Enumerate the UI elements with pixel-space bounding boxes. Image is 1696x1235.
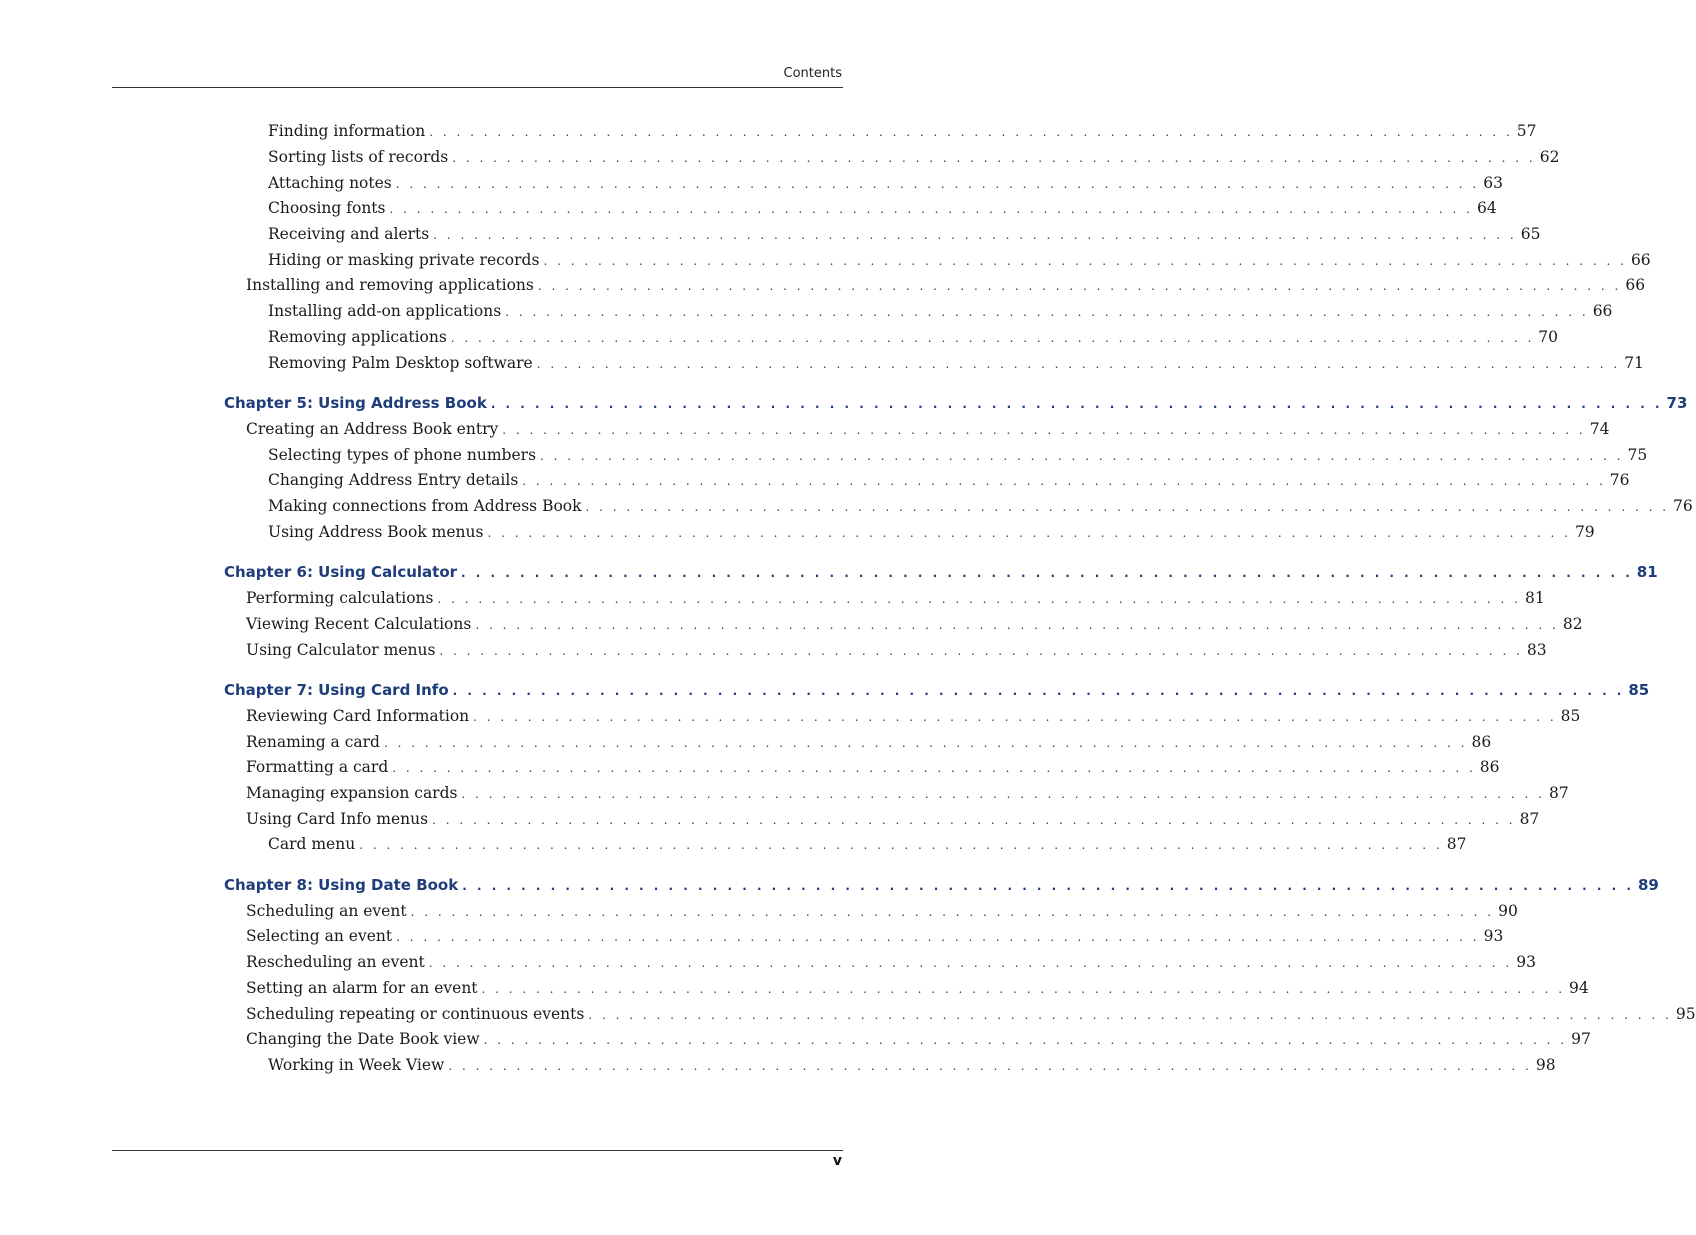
running-header: Contents xyxy=(783,66,842,81)
toc-entry-title: Using Calculator menus xyxy=(246,641,436,659)
dot-leader: . . . . . . . . . . . . . . . . . . . . . . . . . . . . . . . . . . . . . . . . . . . . . . . . . . . . . . . . . . . . . . . . . . . . . . . . . . . . . . . . xyxy=(392,761,1476,775)
toc-entry-page: 79 xyxy=(1574,523,1595,541)
toc-entry-page: 65 xyxy=(1520,225,1541,243)
toc-entry-title: Changing Address Entry details xyxy=(268,471,519,489)
toc-entry-title: Using Address Book menus xyxy=(268,523,484,541)
toc-entry[interactable] xyxy=(246,900,1518,922)
toc-entry[interactable] xyxy=(268,469,1630,491)
toc-entry-page: 85 xyxy=(1628,681,1650,699)
toc-entry-title: Finding information xyxy=(268,122,426,140)
toc-entry-page: 98 xyxy=(1535,1056,1556,1074)
dot-leader: . . . . . . . . . . . . . . . . . . . . . . . . . . . . . . . . . . . . . . . . . . . . . . . . . . . . . . . . . . . . . . . . . . . . . . . . . . . . . . . . xyxy=(432,813,1516,827)
toc-entry-page: 71 xyxy=(1624,354,1644,372)
toc-entry-page: 89 xyxy=(1637,876,1659,894)
toc-entry-title: Managing expansion cards xyxy=(246,784,458,802)
toc-entry-page: 93 xyxy=(1483,927,1504,945)
toc-entry-title: Attaching notes xyxy=(268,174,392,192)
dot-leader: . . . . . . . . . . . . . . . . . . . . . . . . . . . . . . . . . . . . . . . . . . . . . . . . . . . . . . . . . . . . . . . . . . . . . . . . . . . . . . . . xyxy=(452,684,1625,698)
dot-leader: . . . . . . . . . . . . . . . . . . . . . . . . . . . . . . . . . . . . . . . . . . . . . . . . . . . . . . . . . . . . . . . . . . . . . . . . . . . . . . . . xyxy=(502,423,1586,437)
dot-leader: . . . . . . . . . . . . . . . . . . . . . . . . . . . . . . . . . . . . . . . . . . . . . . . . . . . . . . . . . . . . . . . . . . . . . . . . . . . . . . . . xyxy=(448,1059,1532,1073)
toc-entry-page: 66 xyxy=(1592,302,1613,320)
dot-leader: . . . . . . . . . . . . . . . . . . . . . . . . . . . . . . . . . . . . . . . . . . . . . . . . . . . . . . . . . . . . . . . . . . . . . . . . . . . . . . . . xyxy=(522,474,1606,488)
toc-entry[interactable] xyxy=(268,223,1541,245)
toc-entry-title: Performing calculations xyxy=(246,589,434,607)
toc-entry-page: 86 xyxy=(1479,758,1500,776)
toc-entry[interactable] xyxy=(246,951,1536,973)
dot-leader: . . . . . . . . . . . . . . . . . . . . . . . . . . . . . . . . . . . . . . . . . . . . . . . . . . . . . . . . . . . . . . . . . . . . . . . . . . . . . . . . xyxy=(585,500,1670,514)
toc-entry-title: Making connections from Address Book xyxy=(268,497,582,515)
toc-entry[interactable] xyxy=(246,418,1610,440)
toc-entry[interactable] xyxy=(246,705,1581,727)
toc-entry[interactable] xyxy=(268,326,1559,348)
toc-entry-title: Working in Week View xyxy=(268,1056,445,1074)
toc-entry[interactable] xyxy=(268,833,1467,855)
toc-entry-page: 87 xyxy=(1519,810,1540,828)
dot-leader: . . . . . . . . . . . . . . . . . . . . . . . . . . . . . . . . . . . . . . . . . . . . . . . . . . . . . . . . . . . . . . . . . . . . . . . . . . . . . . . . xyxy=(359,838,1443,852)
toc-entry[interactable] xyxy=(246,587,1545,609)
dot-leader: . . . . . . . . . . . . . . . . . . . . . . . . . . . . . . . . . . . . . . . . . . . . . . . . . . . . . . . . . . . . . . . . . . . . . . . . . . . . . . . . xyxy=(429,125,1513,139)
dot-leader: . . . . . . . . . . . . . . . . . . . . . . . . . . . . . . . . . . . . . . . . . . . . . . . . . . . . . . . . . . . . . . . . . . . . . . . . . . . . . . . . xyxy=(461,787,1545,801)
toc-entry-title: Renaming a card xyxy=(246,733,380,751)
dot-leader: . . . . . . . . . . . . . . . . . . . . . . . . . . . . . . . . . . . . . . . . . . . . . . . . . . . . . . . . . . . . . . . . . . . . . . . . . . . . . . . . xyxy=(481,982,1566,996)
dot-leader: . . . . . . . . . . . . . . . . . . . . . . . . . . . . . . . . . . . . . . . . . . . . . . . . . . . . . . . . . . . . . . . . . . . . . . . . . . . . . . . . xyxy=(433,228,1517,242)
toc-entry-title: Viewing Recent Calculations xyxy=(246,615,472,633)
header-rule xyxy=(112,87,843,88)
toc-entry-title: Sorting lists of records xyxy=(268,148,449,166)
dot-leader: . . . . . . . . . . . . . . . . . . . . . . . . . . . . . . . . . . . . . . . . . . . . . . . . . . . . . . . . . . . . . . . . . . . . . . . . . . . . . . . . xyxy=(396,930,1480,944)
dot-leader: . . . . . . . . . . . . . . . . . . . . . . . . . . . . . . . . . . . . . . . . . . . . . . . . . . . . . . . . . . . . . . . . . . . . . . . . . . . . . . . . xyxy=(536,357,1621,371)
toc-entry-page: 81 xyxy=(1636,563,1658,581)
toc-entry[interactable] xyxy=(246,731,1492,753)
toc-entry-title: Hiding or masking private records xyxy=(268,251,540,269)
toc-entry[interactable] xyxy=(246,639,1547,661)
toc-entry-page: 81 xyxy=(1524,589,1545,607)
toc-entry-page: 75 xyxy=(1627,446,1648,464)
toc-entry-page: 90 xyxy=(1498,902,1518,920)
dot-leader: . . . . . . . . . . . . . . . . . . . . . . . . . . . . . . . . . . . . . . . . . . . . . . . . . . . . . . . . . . . . . . . . . . . . . . . . . . . . . . . . xyxy=(410,905,1495,919)
toc-entry-title: Receiving and alerts xyxy=(268,225,430,243)
dot-leader: . . . . . . . . . . . . . . . . . . . . . . . . . . . . . . . . . . . . . . . . . . . . . . . . . . . . . . . . . . . . . . . . . . . . . . . . . . . . . . . . xyxy=(537,279,1622,293)
dot-leader: . . . . . . . . . . . . . . . . . . . . . . . . . . . . . . . . . . . . . . . . . . . . . . . . . . . . . . . . . . . . . . . . . . . . . . . . . . . . . . . . xyxy=(389,202,1473,216)
toc-entry-page: 63 xyxy=(1483,174,1503,192)
toc-entry[interactable] xyxy=(268,352,1644,374)
toc-entry-page: 87 xyxy=(1548,784,1569,802)
footer-rule xyxy=(112,1150,843,1151)
dot-leader: . . . . . . . . . . . . . . . . . . . . . . . . . . . . . . . . . . . . . . . . . . . . . . . . . . . . . . . . . . . . . . . . . . . . . . . . . . . . . . . . xyxy=(462,879,1634,893)
toc-entry-title: Removing applications xyxy=(268,328,447,346)
dot-leader: . . . . . . . . . . . . . . . . . . . . . . . . . . . . . . . . . . . . . . . . . . . . . . . . . . . . . . . . . . . . . . . . . . . . . . . . . . . . . . . . xyxy=(483,1033,1568,1047)
dot-leader: . . . . . . . . . . . . . . . . . . . . . . . . . . . . . . . . . . . . . . . . . . . . . . . . . . . . . . . . . . . . . . . . . . . . . . . . . . . . . . . . xyxy=(505,305,1589,319)
toc-entry-page: 85 xyxy=(1560,707,1581,725)
toc-entry-page: 57 xyxy=(1516,122,1537,140)
toc-entry-page: 95 xyxy=(1675,1005,1696,1023)
toc-entry-title: Scheduling an event xyxy=(246,902,407,920)
dot-leader: . . . . . . . . . . . . . . . . . . . . . . . . . . . . . . . . . . . . . . . . . . . . . . . . . . . . . . . . . . . . . . . . . . . . . . . . . . . . . . . . xyxy=(452,151,1536,165)
toc-entry-title: Installing and removing applications xyxy=(246,276,534,294)
toc-entry-page: 82 xyxy=(1562,615,1583,633)
toc-entry[interactable] xyxy=(268,120,1537,142)
toc-entry-title: Chapter 6: Using Calculator xyxy=(224,563,458,581)
toc-chapter-entry[interactable] xyxy=(224,679,1650,701)
toc-entry-title: Choosing fonts xyxy=(268,199,386,217)
toc-entry-title: Chapter 7: Using Card Info xyxy=(224,681,449,699)
toc-entry-title: Formatting a card xyxy=(246,758,389,776)
dot-leader: . . . . . . . . . . . . . . . . . . . . . . . . . . . . . . . . . . . . . . . . . . . . . . . . . . . . . . . . . . . . . . . . . . . . . . . . . . . . . . . . xyxy=(450,331,1535,345)
toc-chapter-entry[interactable] xyxy=(224,874,1659,896)
toc-entry-title: Chapter 5: Using Address Book xyxy=(224,394,487,412)
toc-entry-title: Chapter 8: Using Date Book xyxy=(224,876,459,894)
dot-leader: . . . . . . . . . . . . . . . . . . . . . . . . . . . . . . . . . . . . . . . . . . . . . . . . . . . . . . . . . . . . . . . . . . . . . . . . . . . . . . . . xyxy=(473,710,1557,724)
toc-entry-title: Removing Palm Desktop software xyxy=(268,354,533,372)
toc-entry[interactable] xyxy=(268,172,1503,194)
toc-entry[interactable] xyxy=(246,613,1583,635)
toc-entry-page: 97 xyxy=(1571,1030,1591,1048)
toc-entry-page: 76 xyxy=(1609,471,1630,489)
toc-entry-page: 73 xyxy=(1666,394,1688,412)
toc-entry[interactable] xyxy=(246,1028,1591,1050)
dot-leader: . . . . . . . . . . . . . . . . . . . . . . . . . . . . . . . . . . . . . . . . . . . . . . . . . . . . . . . . . . . . . . . . . . . . . . . . . . . . . . . . xyxy=(461,566,1633,580)
toc-chapter-entry[interactable] xyxy=(224,561,1658,583)
toc-entry-title: Selecting types of phone numbers xyxy=(268,446,537,464)
toc-entry-page: 66 xyxy=(1630,251,1651,269)
toc-entry-title: Setting an alarm for an event xyxy=(246,979,478,997)
dot-leader: . . . . . . . . . . . . . . . . . . . . . . . . . . . . . . . . . . . . . . . . . . . . . . . . . . . . . . . . . . . . . . . . . . . . . . . . . . . . . . . . xyxy=(588,1008,1672,1022)
dot-leader: . . . . . . . . . . . . . . . . . . . . . . . . . . . . . . . . . . . . . . . . . . . . . . . . . . . . . . . . . . . . . . . . . . . . . . . . . . . . . . . . xyxy=(487,526,1571,540)
dot-leader: . . . . . . . . . . . . . . . . . . . . . . . . . . . . . . . . . . . . . . . . . . . . . . . . . . . . . . . . . . . . . . . . . . . . . . . . . . . . . . . . xyxy=(543,254,1627,268)
toc-entry[interactable] xyxy=(246,977,1589,999)
toc-entry-page: 94 xyxy=(1569,979,1589,997)
toc-entry-page: 76 xyxy=(1673,497,1693,515)
toc-entry[interactable] xyxy=(246,782,1569,804)
toc-entry-title: Reviewing Card Information xyxy=(246,707,470,725)
dot-leader: . . . . . . . . . . . . . . . . . . . . . . . . . . . . . . . . . . . . . . . . . . . . . . . . . . . . . . . . . . . . . . . . . . . . . . . . . . . . . . . . xyxy=(428,956,1513,970)
toc-entry-title: Selecting an event xyxy=(246,927,393,945)
toc-entry-page: 74 xyxy=(1589,420,1610,438)
toc-entry-page: 86 xyxy=(1471,733,1492,751)
toc-entry-page: 66 xyxy=(1625,276,1646,294)
toc-entry[interactable] xyxy=(268,444,1648,466)
toc-entry-page: 83 xyxy=(1526,641,1547,659)
toc-entry-title: Scheduling repeating or continuous events xyxy=(246,1005,585,1023)
toc-entry-page: 62 xyxy=(1539,148,1560,166)
toc-entry-title: Changing the Date Book view xyxy=(246,1030,480,1048)
toc-entry-title: Rescheduling an event xyxy=(246,953,425,971)
toc-entry-title: Card menu xyxy=(268,835,356,853)
dot-leader: . . . . . . . . . . . . . . . . . . . . . . . . . . . . . . . . . . . . . . . . . . . . . . . . . . . . . . . . . . . . . . . . . . . . . . . . . . . . . . . . xyxy=(437,592,1521,606)
page-number: v xyxy=(832,1153,842,1169)
dot-leader: . . . . . . . . . . . . . . . . . . . . . . . . . . . . . . . . . . . . . . . . . . . . . . . . . . . . . . . . . . . . . . . . . . . . . . . . . . . . . . . . xyxy=(475,618,1559,632)
toc-entry[interactable] xyxy=(268,146,1560,168)
toc-entry-page: 87 xyxy=(1446,835,1467,853)
toc-chapter-entry[interactable] xyxy=(224,392,1688,414)
toc-entry[interactable] xyxy=(246,808,1540,830)
dot-leader: . . . . . . . . . . . . . . . . . . . . . . . . . . . . . . . . . . . . . . . . . . . . . . . . . . . . . . . . . . . . . . . . . . . . . . . . . . . . . . . . xyxy=(395,177,1480,191)
toc-entry[interactable] xyxy=(246,925,1504,947)
toc-entry-page: 64 xyxy=(1476,199,1497,217)
toc-entry-title: Creating an Address Book entry xyxy=(246,420,499,438)
toc-entry-title: Installing add-on applications xyxy=(268,302,502,320)
toc-entry[interactable] xyxy=(246,756,1500,778)
toc-entry[interactable] xyxy=(246,274,1646,296)
dot-leader: . . . . . . . . . . . . . . . . . . . . . . . . . . . . . . . . . . . . . . . . . . . . . . . . . . . . . . . . . . . . . . . . . . . . . . . . . . . . . . . . xyxy=(439,644,1523,658)
dot-leader: . . . . . . . . . . . . . . . . . . . . . . . . . . . . . . . . . . . . . . . . . . . . . . . . . . . . . . . . . . . . . . . . . . . . . . . . . . . . . . . . xyxy=(540,449,1624,463)
toc-entry[interactable] xyxy=(268,300,1613,322)
toc-entry[interactable] xyxy=(268,521,1595,543)
toc-entry-page: 93 xyxy=(1516,953,1536,971)
toc-entry[interactable] xyxy=(246,1003,1696,1025)
toc-entry-title: Using Card Info menus xyxy=(246,810,429,828)
toc-entry[interactable] xyxy=(268,1054,1556,1076)
toc-entry[interactable] xyxy=(268,249,1651,271)
toc-entry-page: 70 xyxy=(1538,328,1559,346)
dot-leader: . . . . . . . . . . . . . . . . . . . . . . . . . . . . . . . . . . . . . . . . . . . . . . . . . . . . . . . . . . . . . . . . . . . . . . . . . . . . . . . . xyxy=(490,397,1663,411)
toc-entry[interactable] xyxy=(268,495,1693,517)
toc-entry[interactable] xyxy=(268,197,1497,219)
dot-leader: . . . . . . . . . . . . . . . . . . . . . . . . . . . . . . . . . . . . . . . . . . . . . . . . . . . . . . . . . . . . . . . . . . . . . . . . . . . . . . . . xyxy=(383,736,1468,750)
